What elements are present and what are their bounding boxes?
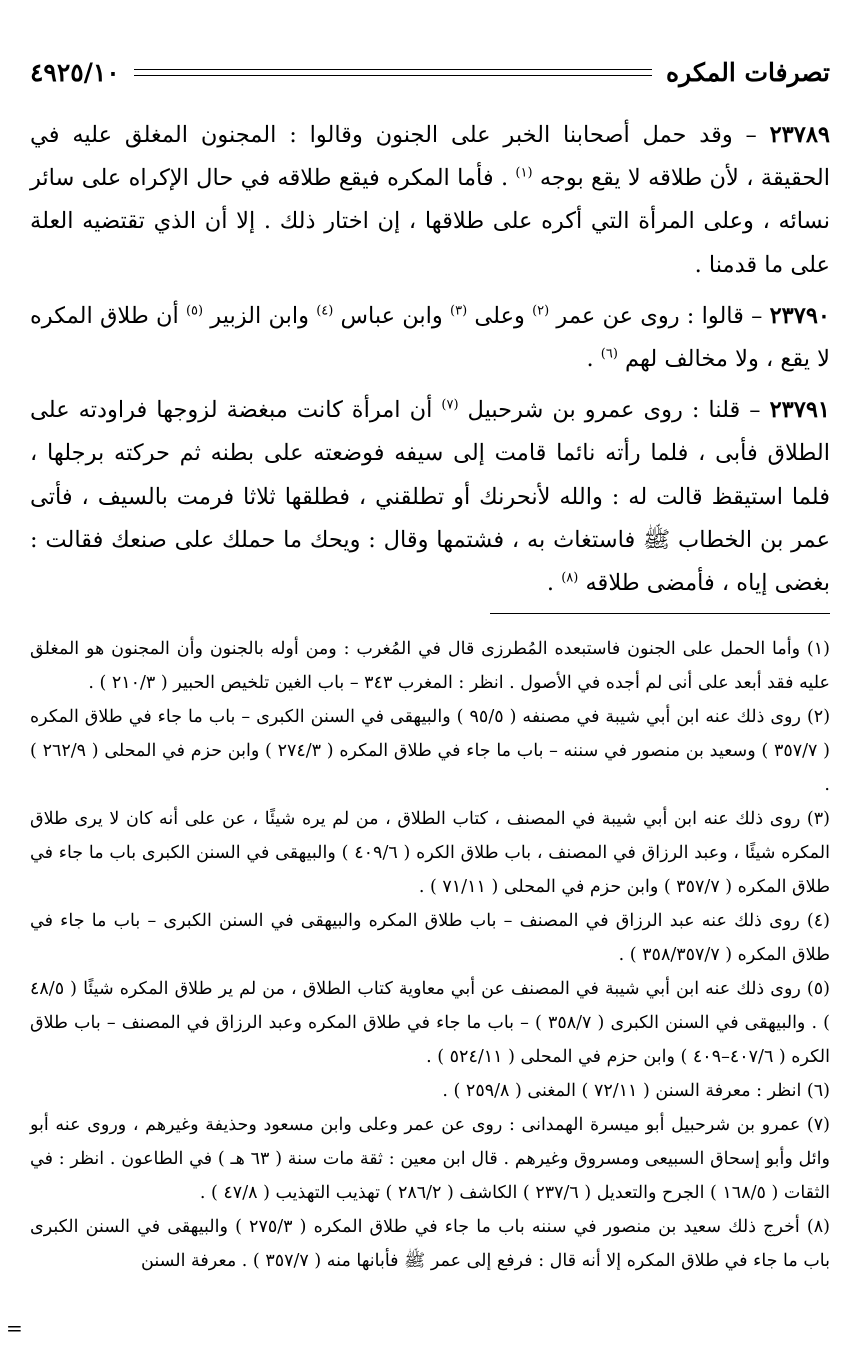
footnote-ref[interactable]: (٧) [441,397,459,413]
footnotes [30,632,830,1278]
paragraph-text: – قلنا : روى عمرو بن شرحبيل [458,397,770,424]
paragraph-text: وعلى [467,302,533,329]
footnote-ref[interactable]: (٦) [600,346,618,362]
paragraph-23790 [30,295,830,381]
footnote-ref[interactable]: (٤) [316,303,334,319]
running-header [30,50,830,94]
footnote-8: (٨) أخرج ذلك سعيد بن منصور في سننه باب ما جاء في طلاق المكره ( ٢٧٥/٣ ) والبيهقى في السنن الكبرى باب ما جاء في طلاق المكره إلا أنه قال : فرفع إلى عمر ﷺ فأبانها منه ( ٣٥٧/٧ ) . معرفة السنن [30,1217,830,1272]
footnote-separator [490,613,830,614]
paragraph-text: – وقد حمل أصحابنا الخبر على الجنون وقالوا : المجنون المغلق عليه في الحقيقة ، لأن طلاقه لا يقع بوجه [30,122,831,192]
paragraph-number: ٢٣٧٩٠ [769,302,831,329]
footnote-ref[interactable]: (٥) [185,303,204,319]
footnote-7: (٧) عمرو بن شرحبيل أبو ميسرة الهمدانى : روى عن عمر وعلى وابن مسعود وحذيفة وغيرهم ، وروى عنه أبو وائل وأبو إسحاق السبيعى ومسروق وغيرهم . قال ابن معين : ثقة مات سنة ( ٦٣ هـ ) في الطاعون . انظر : في الثقات ( ١٦٨/٥ ) الجرح والتعديل ( ٢٣٧/٦ ) الكاشف ( ٢٨٦/٢ ) تهذيب التهذيب ( ٤٧/٨ ) . [30,1115,830,1204]
paragraph-number: ٢٣٧٨٩ [769,122,830,148]
continuation-mark: = [6,1316,23,1340]
footnote-ref[interactable]: (١) [515,165,533,181]
footnote-3: (٣) روى ذلك عنه ابن أبي شيبة في المصنف ، كتاب الطلاق ، من لم يره شيئًا ، عن على أنه كان لا يرى طلاق المكره شيئًا ، وعبد الرزاق في المصنف ، باب طلاق الكره ( ٤٠٩/٦ ) والبيهقى في السنن الكبرى باب ما جاء في طلاق المكره ( ٣٥٧/٧ ) وابن حزم في المحلى ( ٧١/١١ ) . [30,809,830,898]
footnote-ref[interactable]: (٨) [561,570,579,586]
paragraph-text: – قالوا : روى عن عمر [549,302,770,329]
paragraph-text: . [546,570,562,597]
footnote-6: (٦) انظر : معرفة السنن ( ٧٢/١١ ) المغنى ( ٢٥٩/٨ ) . [442,1081,830,1102]
footnote-5: (٥) روى ذلك عنه ابن أبي شيبة في المصنف عن أبي معاوية كتاب الطلاق ، من لم ير طلاق المكره شيئًا ( ٤٨/٥ ) . والبيهقى في السنن الكبرى ( ٣٥٨/٧ ) – باب ما جاء في طلاق المكره وعبد الرزاق في المصنف – باب طلاق الكره ( ٤٠٧/٦–٤٠٩ ) وابن حزم في المحلى ( ٥٢٤/١١ ) . [30,979,830,1068]
main-text [30,114,830,605]
chapter-title: تصرفات المكره [666,57,830,87]
paragraph-number: ٢٣٧٩١ [769,397,830,424]
paragraph-text: . [586,346,601,373]
footnote-ref[interactable]: (٣) [450,303,468,319]
footnote-2: (٢) روى ذلك عنه ابن أبي شيبة في مصنفه ( ٩٥/٥ ) والبيهقى في السنن الكبرى – باب ما جاء في طلاق المكره ( ٣٥٧/٧ ) وسعيد بن منصور في سننه – باب ما جاء في طلاق المكره ( ٢٧٤/٣ ) وابن حزم في المحلى ( ٢٦٢/٩ ) . [30,707,831,796]
header-rule [134,69,652,76]
footnote-ref[interactable]: (٢) [532,303,550,319]
paragraph-text: . فأما المكره فيقع طلاقه في حال الإكراه على سائر نسائه ، وعلى المرأة التي أكره على طلاقها ، إن اختار ذلك . إلا أن الذي تقتضيه العلة على ما قدمنا . [30,165,830,278]
page [30,50,830,1278]
footnote-1: (١) وأما الحمل على الجنون فاستبعده المُطرزى قال في المُغرب : ومن أوله بالجنون وأن المجنون هو المغلق عليه فقد أبعد على أنى لم أجده في الأصول . انظر : المغرب ٣٤٣ – باب الغين تلخيص الحبير ( ٢١٠/٣ ) . [30,639,830,694]
paragraph-23791 [30,389,830,605]
paragraph-23789 [30,114,830,287]
page-number: ٤٩٢٥/١٠ [30,57,120,87]
paragraph-text: أن امرأة كانت مبغضة لزوجها فراودته على الطلاق فأبى ، فلما رأته نائما قامت إلى سيفه فوضعته على بطنه ثم حركته برجلها ، فلما استيقظ قالت له : والله لأنحرنك أو تطلقني ، فطلقها ثلاثا فرمت بالسيف ، فأتى عمر بن الخطاب ﷺ فاستغاث به ، فشتمها وقال : ويحك ما حملك على صنعك فقالت : بغضى إياه ، فأمضى طلاقه [30,397,830,597]
paragraph-text: أن طلاق المكره لا يقع ، ولا مخالف لهم [30,302,830,373]
paragraph-text: وابن عباس [333,302,451,329]
paragraph-text: وابن الزبير [203,302,317,329]
footnote-4: (٤) روى ذلك عنه عبد الرزاق في المصنف – باب طلاق المكره والبيهقى في السنن الكبرى – باب ما جاء في طلاق المكره ( ٣٥٨/٣٥٧/٧ ) . [30,911,830,966]
